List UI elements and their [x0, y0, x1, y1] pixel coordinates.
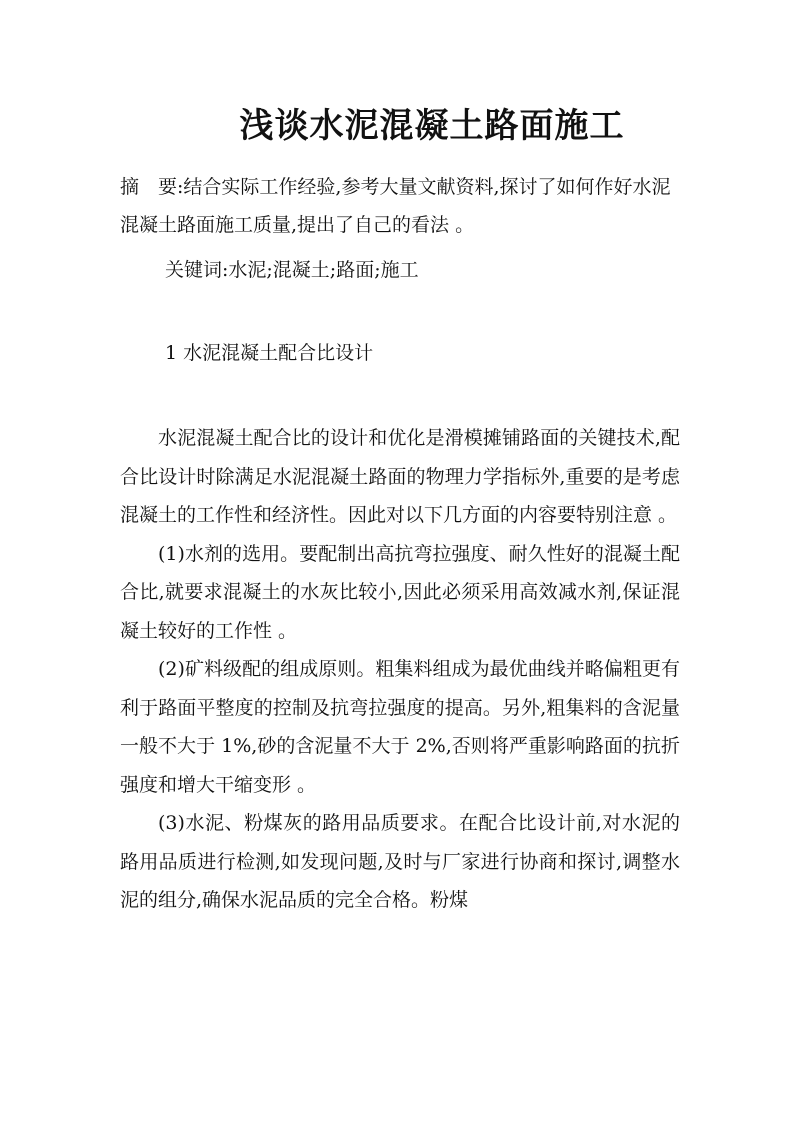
paragraph: 水泥混凝土配合比的设计和优化是滑模摊铺路面的关键技术,配合比设计时除满足水泥混凝土路面的物理力学指标外,重要的是考虑混凝土的工作性和经济性。因此对以下几方面的内容要特别注意 。 [120, 427, 680, 526]
paragraph: (1)水剂的选用。要配制出高抗弯拉强度、耐久性好的混凝土配合比,就要求混凝土的水灰比较小,因此必须采用高效减水剂,保证混凝土较好的工作性 。 [120, 542, 680, 642]
keywords: 关键词:水泥;混凝土;路面;施工 [165, 259, 419, 281]
body-text [120, 419, 680, 920]
section-heading: 1 水泥混凝土配合比设计 [165, 342, 374, 364]
document-title: 浅谈水泥混凝土路面施工 [239, 106, 625, 146]
paragraph: (2)矿料级配的组成原则。粗集料组成为最优曲线并略偏粗更有利于路面平整度的控制及抗弯拉强度的提高。另外,粗集料的含泥量一般不大于 1%,砂的含泥量不大于 2%,否则将严重影响路面的抗折强度和增大干缩变形 。 [120, 658, 680, 796]
abstract: 摘 要:结合实际工作经验,参考大量文献资料,探讨了如何作好水泥混凝土路面施工质量,提出了自己的看法 。 [120, 176, 671, 236]
paragraph: (3)水泥、粉煤灰的路用品质要求。在配合比设计前,对水泥的路用品质进行检测,如发现问题,及时与厂家进行协商和探讨,调整水泥的组分,确保水泥品质的完全合格。粉煤 [120, 812, 680, 911]
